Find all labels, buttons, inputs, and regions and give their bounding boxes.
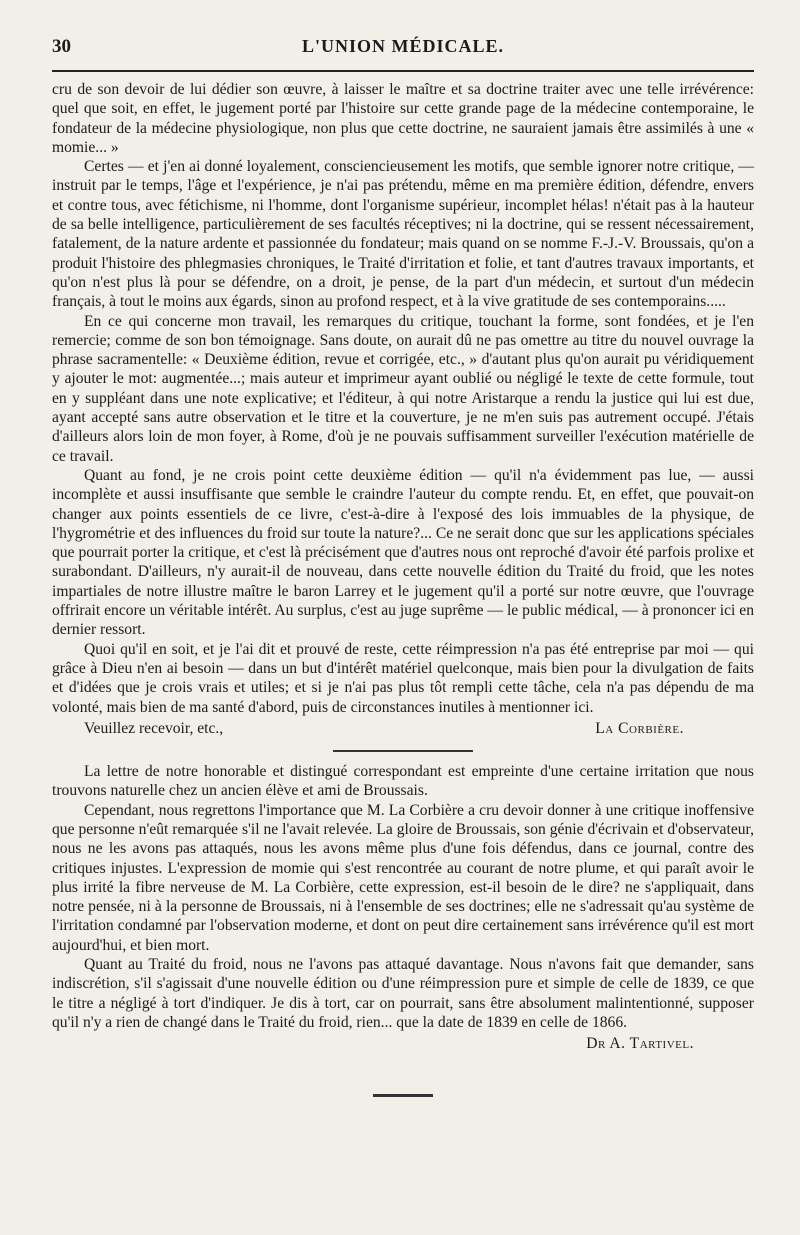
letter-section [52,80,754,738]
letter-paragraph-3: En ce qui concerne mon travail, les remarques du critique, touchant la forme, sont fondées, et je l'en remercie; comme de son bon témoignage. Sans doute, on aurait dû ne pas omettre au titre du nouvel ouvrage la phrase sacramentelle: « Deuxième édition, revue et corrigée, etc., » d'autant plus qu'on aurait pu véridiquement y ajouter le mot: augmentée...; mais auteur et imprimeur ayant oublié ou négligé le texte de cette formule, tout en y suppléant dans une note explicative; et l'éditeur, à qui notre Aristarque a rendu la justice qui lui est due, ayant accepté sans autre observation et le titre et la couverture, je ne m'en suis pas autrement occupé. J'étais d'ailleurs alors loin de mon foyer, à Rome, d'où je ne pouvais suffisamment surveiller l'exécution matérielle de ce travail. [52,312,754,465]
letter-paragraph-1: cru de son devoir de lui dédier son œuvre, à laisser le maître et sa doctrine traiter avec une telle irrévérence: quel que soit, en effet, le jugement porté par l'histoire sur cette grande page de la médecine contemporaine, le fondateur de la médecine physiologique, non plus que cette doctrine, ne sauraient jamais être assimilés à une « momie... » [52,81,754,156]
end-rule [373,1094,433,1097]
letter-closing [52,719,754,738]
page-number: 30 [52,36,71,57]
letter-paragraph-4: Quant au fond, je ne crois point cette deuxième édition — qu'il n'a évidemment pas lue, — aussi incomplète et aussi insuffisante que semble le craindre l'auteur du compte rendu. Et, en effet, que pouvait-on changer aux points essentiels de ce livre, c'est-à-dire à l'exposé des lois immuables de la physique, de l'hygrométrie et des influences du froid sur toute la nature?... Ce ne serait donc que sur les applications spéciales que pourrait porter la critique, et c'est là précisément que d'autres nous ont reproché d'avoir été parfois prolixe et surabondant. D'ailleurs, n'y aurait-il de nouveau, dans cette nouvelle édition du Traité du froid, que les notes impartiales de notre illustre maître le baron Larrey et le jugement qu'il a porté sur notre œuvre, que l'ouvrage offrirait encore un véritable intérêt. Au surplus, c'est au juge suprême — le public médical, — à prononcer ici en dernier ressort. [52,466,754,639]
running-title: L'UNION MÉDICALE. [301,36,505,56]
letter-signature: La Corbière. [595,719,684,737]
reply-paragraph-2: Cependant, nous regrettons l'importance que M. La Corbière a cru devoir donner à une critique inoffensive que personne n'eût remarquée s'il ne l'avait relevée. La gloire de Broussais, son génie d'écrivain et d'observateur, nous ne les avons pas attaqués, nous les avons même plus d'une fois défendus, dans ce journal, contre des critiques injustes. L'expression de momie qui s'est rencontrée au courant de notre plume, et qui paraît avoir le plus irrité la fibre nerveuse de M. La Corbière, cette expression, est-il besoin de le dire? ne s'appliquait, dans notre pensée, ni à la personne de Broussais, ni à l'ensemble de ses doctrines; elle ne s'adressait qu'au système de l'irritation condamné par l'observation moderne, et dont on peut dire certainement sans irrévérence qu'il est mort aujourd'hui, et bien mort. [52,801,754,954]
letter-paragraph-5: Quoi qu'il en soit, et je l'ai dit et prouvé de reste, cette réimpression n'a pas été entreprise par moi — qui grâce à Dieu n'en ai besoin — dans un but d'intérêt matériel quelconque, mais bien pour la divulgation de faits et d'idées que je crois vrais et utiles; et si je n'ai pas plus tôt rempli cette tâche, cela n'a pas dépendu de ma volonté, mais bien de ma santé d'abord, puis de circonstances inutiles à mentionner ici. [52,640,754,716]
letter-paragraph-2: Certes — et j'en ai donné loyalement, consciencieusement les motifs, que semble ignorer notre critique, — instruit par le temps, l'âge et l'expérience, je n'ai pas prétendu, même en ma première édition, défendre, envers et contre tous, avec fétichisme, ni l'homme, dont l'organisme supérieur, incomplet hélas! n'était pas à la hauteur de sa belle intelligence, particulièrement de ses facultés réceptives; ni la doctrine, qui se ressent nécessairement, fatalement, de la nature ardente et passionnée du fondateur; mais quand on se nomme F.-J.-V. Broussais, qu'on a produit l'histoire des phlegmasies chroniques, le Traité d'irritation et folie, et tant d'autres travaux importants, et qu'on n'est plus là pour se défendre, on a droit, je pense, de la part d'un médecin, et surtout d'un médecin français, à tout le moins aux égards, sinon au profond respect, et à la vive gratitude de ses contemporains..... [52,158,754,311]
editorial-reply [52,762,754,1053]
reply-paragraph-3: Quant au Traité du froid, nous ne l'avons pas attaqué davantage. Nous n'avons fait que demander, sans indiscrétion, s'il s'agissait d'une nouvelle édition ou d'une réimpression pure et simple de celle de 1839, ce que le titre a négligé à tort d'indiquer. Je dis à tort, car on pourrait, sans être absolument malintentionné, supposer qu'il n'y a rien de changé dans le Traité du froid, rien... que la date de 1839 en celle de 1866. [52,956,754,1031]
closing-formula: Veuillez recevoir, etc., [84,719,224,737]
reply-paragraph-1: La lettre de notre honorable et distingué correspondant est empreinte d'une certaine irritation que nous trouvons naturelle chez un ancien élève et ami de Broussais. [52,763,754,800]
section-divider [333,750,473,752]
page-header [52,36,754,72]
reply-signature: Dr A. Tartivel. [586,1035,694,1053]
